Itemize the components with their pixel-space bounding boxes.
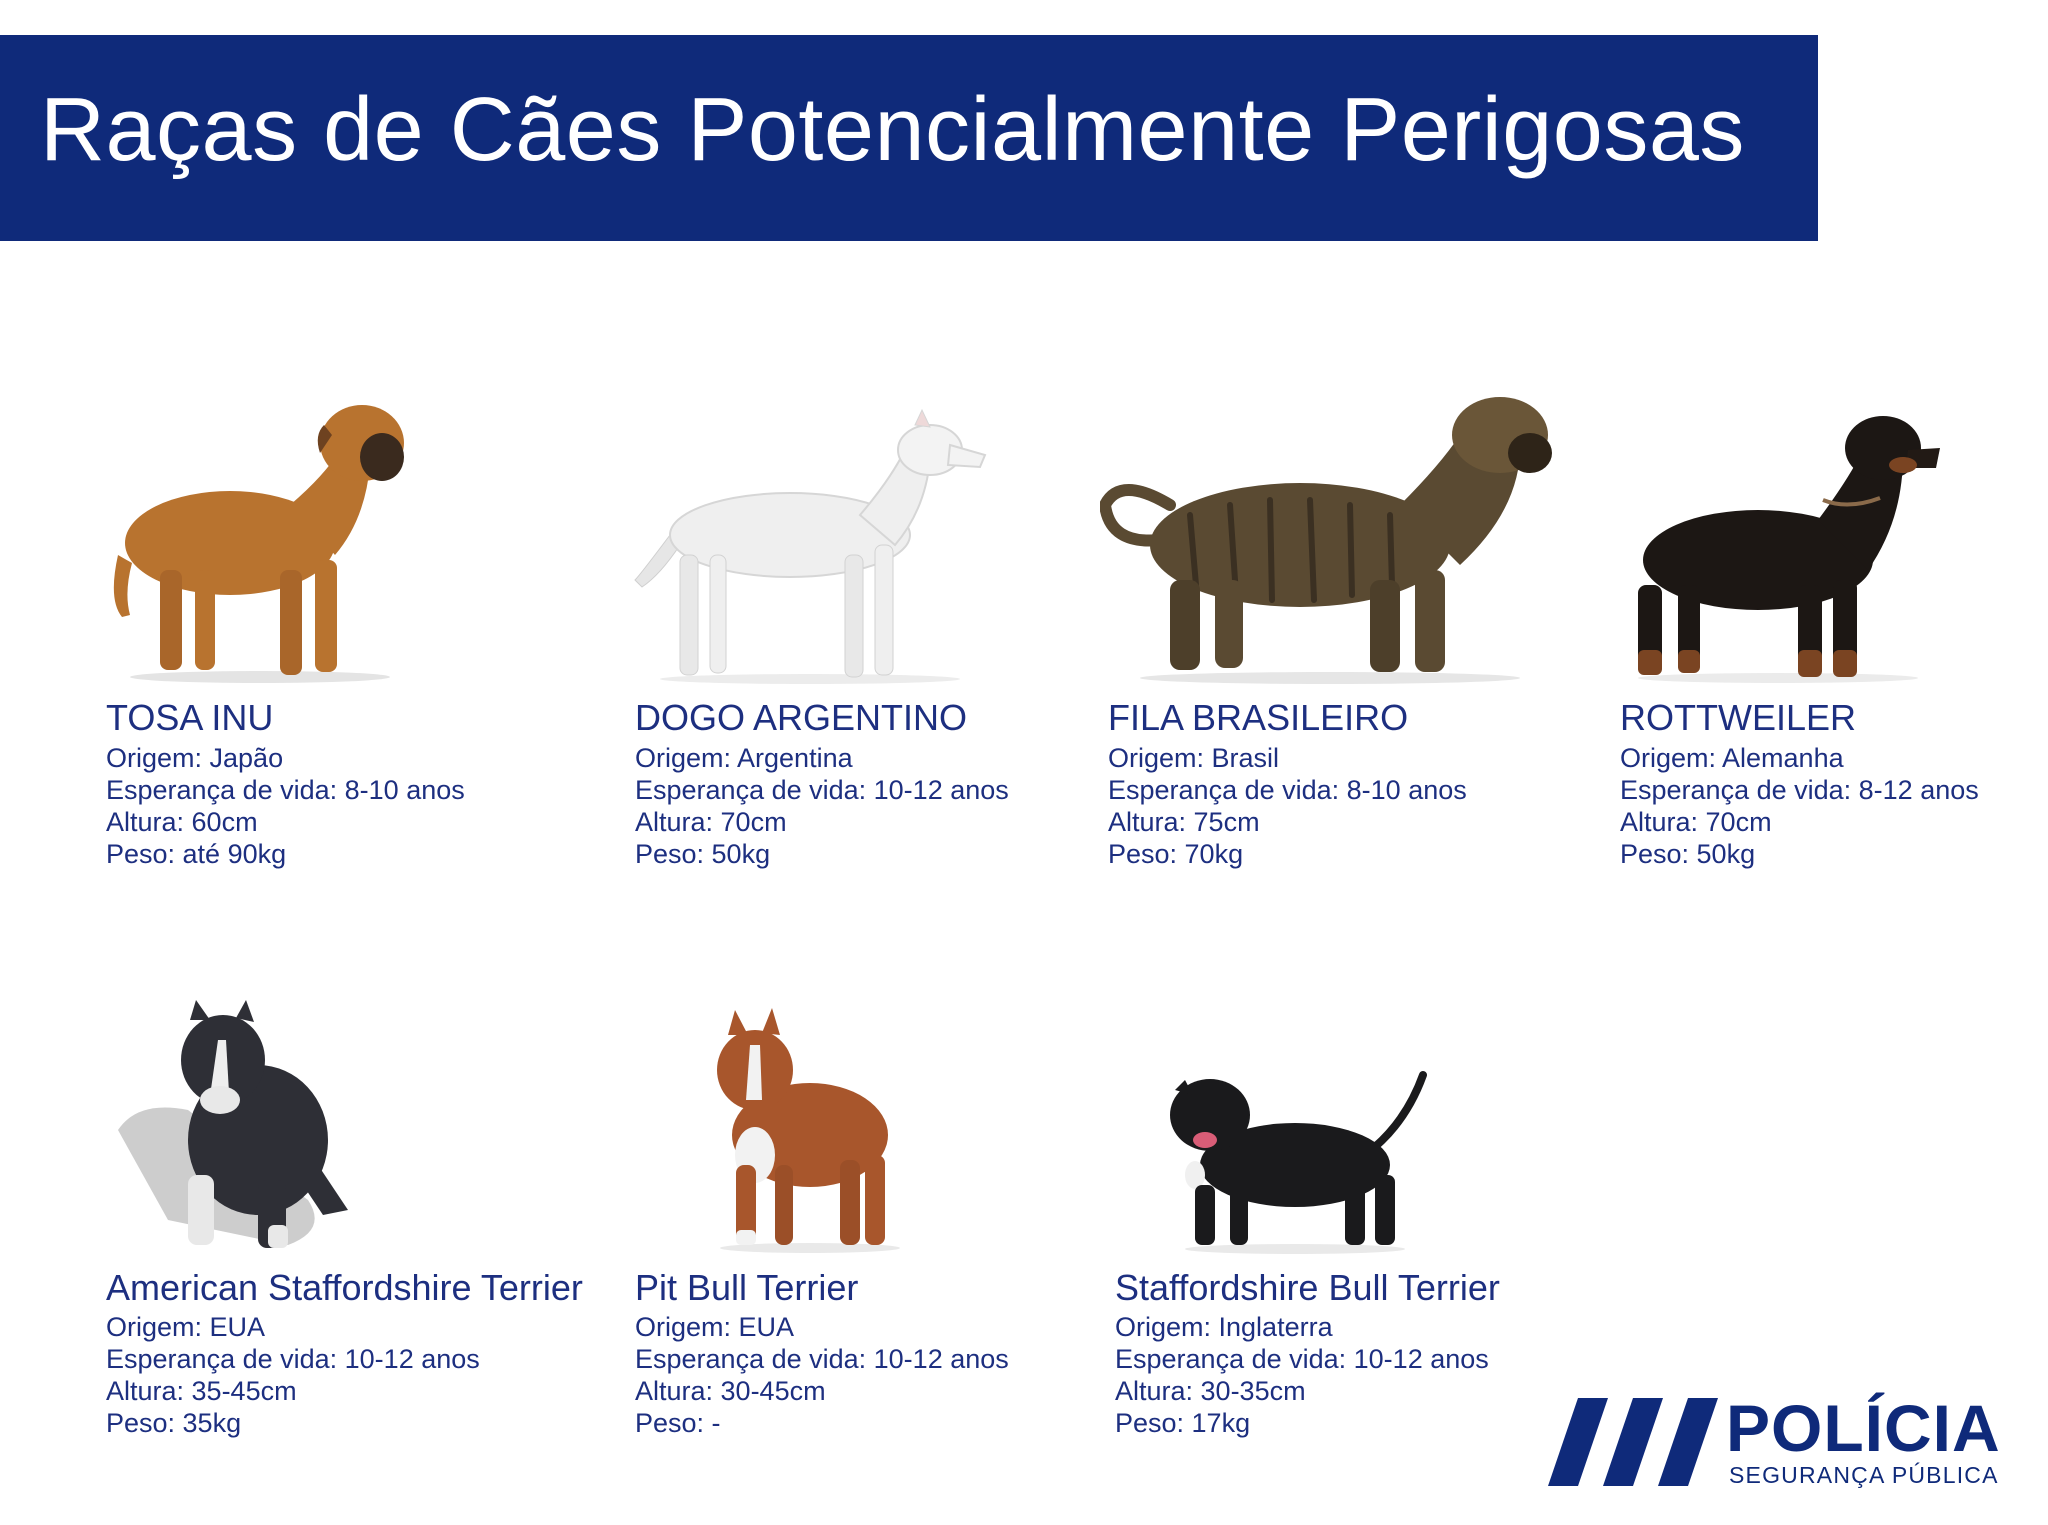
breed-height: Altura: 60cm <box>106 807 258 837</box>
breed-weight: Peso: 70kg <box>1108 839 1244 869</box>
breed-height: Altura: 30-35cm <box>1115 1376 1306 1406</box>
breed-name: Pit Bull Terrier <box>635 1267 859 1308</box>
staffordshire-bull-terrier-dog-icon <box>1165 1065 1430 1255</box>
breed-name: American Staffordshire Terrier <box>106 1267 583 1308</box>
breed-weight: Peso: 50kg <box>635 839 771 869</box>
breed-life-expectancy: Esperança de vida: 10-12 anos <box>635 1344 1009 1374</box>
breed-life-expectancy: Esperança de vida: 10-12 anos <box>635 775 1009 805</box>
breed-life-expectancy: Esperança de vida: 8-10 anos <box>106 775 465 805</box>
breed-life-expectancy: Esperança de vida: 10-12 anos <box>1115 1344 1489 1374</box>
breed-life-expectancy: Esperança de vida: 10-12 anos <box>106 1344 480 1374</box>
breed-life-expectancy: Esperança de vida: 8-10 anos <box>1108 775 1467 805</box>
breed-name: TOSA INU <box>106 697 274 738</box>
breed-details <box>106 742 465 870</box>
breed-details <box>635 1311 1009 1439</box>
breed-details <box>1108 742 1467 870</box>
breed-origin: Origem: Japão <box>106 743 284 773</box>
breed-height: Altura: 70cm <box>635 807 787 837</box>
dogo-argentino-dog-icon <box>630 405 995 685</box>
breed-details <box>106 1311 480 1439</box>
breed-origin: Origem: Brasil <box>1108 743 1280 773</box>
fila-brasileiro-dog-icon <box>1100 395 1555 685</box>
tosa-inu-dog-icon <box>100 395 420 685</box>
breed-name: FILA BRASILEIRO <box>1108 697 1409 738</box>
breed-name: ROTTWEILER <box>1620 697 1857 738</box>
title-banner <box>0 35 1818 241</box>
page-title: Raças de Cães Potencialmente Perigosas <box>40 80 1745 180</box>
breed-name: Staffordshire Bull Terrier <box>1115 1267 1500 1308</box>
breed-height: Altura: 30-45cm <box>635 1376 826 1406</box>
pit-bull-terrier-dog-icon <box>700 1005 910 1255</box>
breed-origin: Origem: Argentina <box>635 743 853 773</box>
logo-subtitle: SEGURANÇA PÚBLICA <box>1729 1462 1999 1488</box>
breed-weight: Peso: até 90kg <box>106 839 287 869</box>
breed-weight: Peso: 17kg <box>1115 1408 1251 1438</box>
breed-origin: Origem: EUA <box>635 1312 795 1342</box>
breed-height: Altura: 75cm <box>1108 807 1260 837</box>
american-staffordshire-terrier-dog-icon <box>108 1000 378 1255</box>
breed-details <box>635 742 1009 870</box>
logo-wordmark: POLÍCIA <box>1726 1391 2001 1465</box>
breed-details <box>1115 1311 1489 1439</box>
breed-origin: Origem: Alemanha <box>1620 743 1844 773</box>
breed-weight: Peso: - <box>635 1408 721 1438</box>
breed-details <box>1620 742 1979 870</box>
breed-origin: Origem: Inglaterra <box>1115 1312 1333 1342</box>
logo-stripes-icon <box>1548 1398 1718 1486</box>
breed-weight: Peso: 35kg <box>106 1408 242 1438</box>
breed-life-expectancy: Esperança de vida: 8-12 anos <box>1620 775 1979 805</box>
breed-name: DOGO ARGENTINO <box>635 697 968 738</box>
breed-origin: Origem: EUA <box>106 1312 266 1342</box>
breed-height: Altura: 70cm <box>1620 807 1772 837</box>
breed-weight: Peso: 50kg <box>1620 839 1756 869</box>
breed-height: Altura: 35-45cm <box>106 1376 297 1406</box>
policia-logo <box>1548 1391 2008 1490</box>
rottweiler-dog-icon <box>1618 410 1943 685</box>
